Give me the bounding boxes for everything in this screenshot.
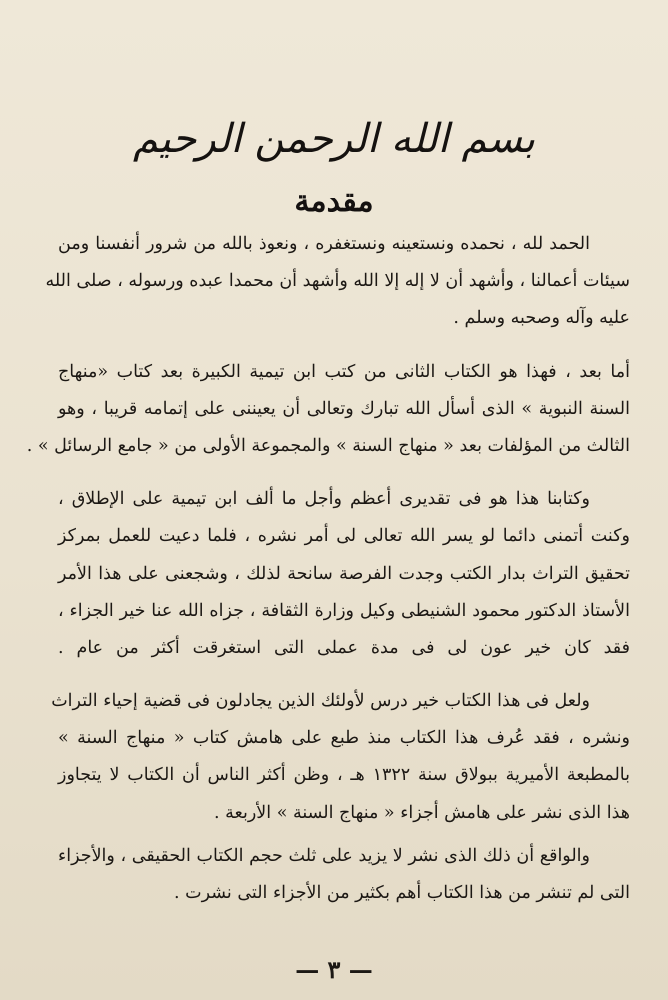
text-line: عليه وآله وصحبه وسلم .: [453, 308, 630, 329]
basmala-heading: بسم الله الرحمن الرحيم: [132, 116, 536, 162]
paragraph: [45, 226, 630, 338]
text-line: السنة النبوية » الذى أسأل الله تبارك وتعالى أن يعيننى على إتمامه قريبا ، وهو: [58, 398, 630, 419]
text-line: هذا الذى نشر على هامش أجزاء « منهاج السنة » الأربعة .: [214, 802, 630, 823]
page-number: — ٣ —: [295, 955, 373, 984]
text-line: وكنت أتمنى دائما لو يسر الله تعالى لى أمر نشره ، فلما دعيت للعمل بمركز: [58, 526, 630, 547]
text-line: وكتابنا هذا هو فى تقديرى أعظم وأجل ما ألف ابن تيمية على الإطلاق ،: [58, 489, 590, 510]
page-title: مقدمة: [294, 184, 374, 219]
text-line: الأستاذ الدكتور محمود الشنيطى وكيل وزارة الثقافة ، جزاه الله عنا خير الجزاء ،: [58, 600, 630, 621]
text-line: والواقع أن ذلك الذى نشر لا يزيد على ثلث حجم الكتاب الحقيقى ، والأجزاء: [58, 845, 590, 866]
text-line: فقد كان خير عون لى فى مدة عملى التى استغرقت أكثر من عام .: [58, 637, 630, 658]
text-line: ولعل فى هذا الكتاب خير درس لأولئك الذين يجادلون فى قضية إحياء التراث: [51, 691, 590, 712]
paragraph: [26, 354, 630, 466]
body-text: [26, 226, 630, 912]
text-line: أما بعد ، فهذا هو الكتاب الثانى من كتب ابن تيمية الكبيرة بعد كتاب «منهاج: [58, 361, 630, 382]
paragraph: [58, 838, 630, 912]
text-line: التى لم تنشر من هذا الكتاب أهم بكثير من الأجزاء التى نشرت .: [174, 883, 630, 903]
text-line: بالمطبعة الأميرية ببولاق سنة ١٣٢٢ هـ ، وظن أكثر الناس أن الكتاب لا يتجاوز: [58, 765, 630, 786]
text-line: تحقيق التراث بدار الكتب وجدت الفرصة سانحة لذلك ، وشجعنى على هذا الأمر: [58, 563, 630, 584]
text-line: الحمد لله ، نحمده ونستعينه ونستغفره ، ونعوذ بالله من شرور أنفسنا ومن: [58, 234, 590, 254]
paragraph: [51, 683, 630, 832]
text-line: ونشره ، فقد عُرف هذا الكتاب منذ طبع على هامش كتاب « منهاج السنة »: [58, 728, 630, 749]
text-line: الثالث من المؤلفات بعد « منهاج السنة » والمجموعة الأولى من « جامع الرسائل » .: [26, 435, 630, 456]
paragraph: [58, 481, 630, 667]
text-line: سيئات أعمالنا ، وأشهد أن لا إله إلا الله وأشهد أن محمدا عبده ورسوله ، صلى الله: [45, 271, 630, 292]
